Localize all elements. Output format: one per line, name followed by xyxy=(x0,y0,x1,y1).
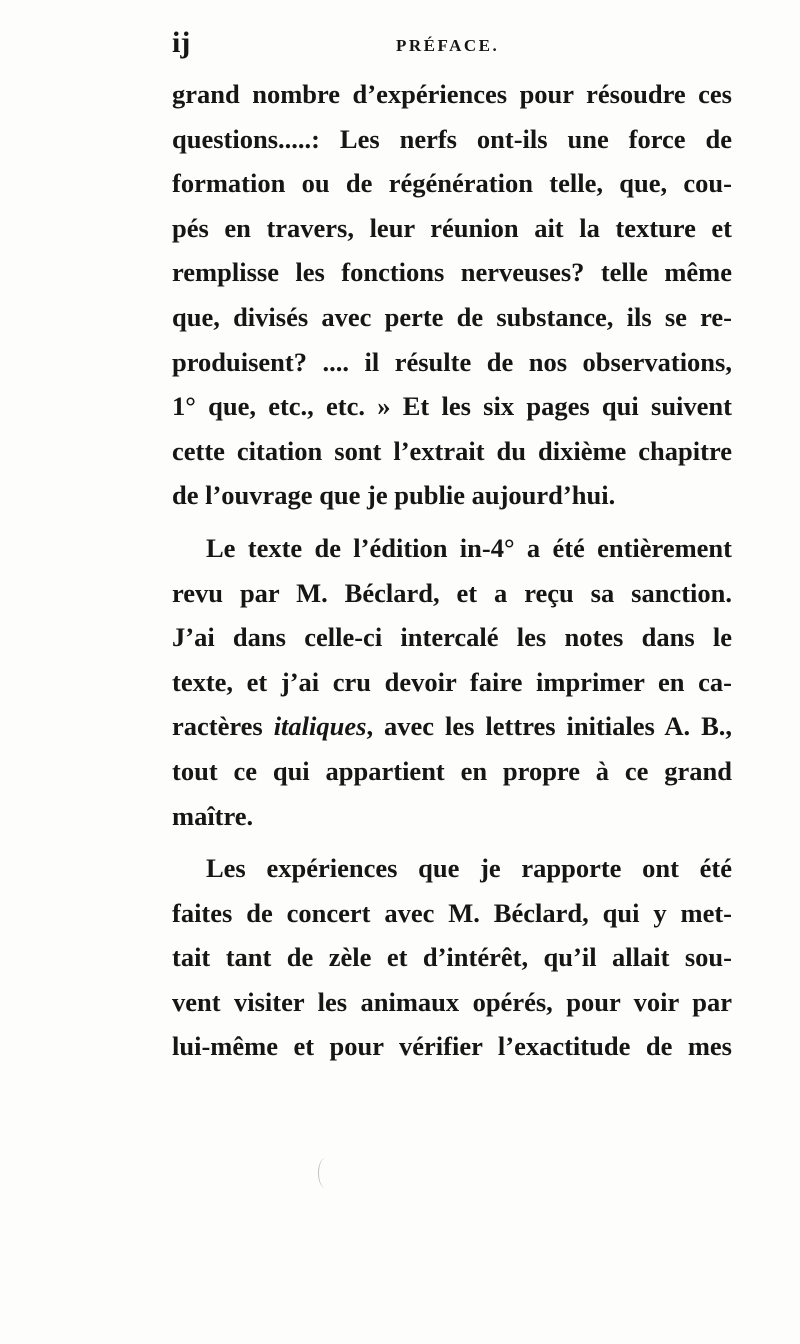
text-line: faites de concert avec M. Béclard, qui y met- xyxy=(172,897,732,928)
text-line: grand nombre d’expériences pour résoudre ces xyxy=(172,79,732,109)
running-title: PRÉFACE. xyxy=(396,36,500,55)
text-line: Le texte de l’édition in-4° a été entièrement xyxy=(206,532,732,563)
running-head xyxy=(172,26,732,62)
text-line: 1° que, etc., etc. » Et les six pages qui suivent xyxy=(172,391,732,422)
text-line: J’ai dans celle-ci intercalé les notes dans le xyxy=(172,622,732,653)
text-line xyxy=(172,704,732,749)
text-line: remplisse les fonctions nerveuses? telle même xyxy=(172,257,732,288)
stray-ink-mark xyxy=(318,1158,333,1188)
text-line: pés en travers, leur réunion ait la texture et xyxy=(172,212,732,243)
italic-word: italiques xyxy=(273,711,367,742)
text-line: produisent? .... il résulte de nos observations, xyxy=(172,346,732,377)
text-line: maître. xyxy=(172,800,254,831)
text-line: revu par M. Béclard, et a reçu sa sanction. xyxy=(172,577,732,608)
text-line: formation ou de régénération telle, que, cou- xyxy=(172,168,732,199)
text-line: tout ce qui appartient en propre à ce grand xyxy=(172,755,732,786)
text-line: vent visiter les animaux opérés, pour voir par xyxy=(172,986,732,1017)
text-line: tait tant de zèle et d’intérêt, qu’il allait sou- xyxy=(172,942,732,973)
text-line: cette citation sont l’extrait du dixième chapitre xyxy=(172,435,732,466)
text-line: texte, et j’ai cru devoir faire imprimer en ca- xyxy=(172,666,732,697)
text-line: que, divisés avec perte de substance, ils se re- xyxy=(172,301,732,332)
body-text xyxy=(172,72,732,1069)
text-fragment: , avec les lettres initiales A. B., xyxy=(366,711,733,742)
page-number: ij xyxy=(172,26,191,59)
text-fragment: ractères xyxy=(172,711,274,742)
text-line: de l’ouvrage que je publie aujourd’hui. xyxy=(172,480,616,511)
text-line: questions.....: Les nerfs ont-ils une force de xyxy=(172,123,732,154)
text-line: Les expériences que je rapporte ont été xyxy=(206,853,732,884)
text-line: lui-même et pour vérifier l’exactitude de mes xyxy=(172,1031,732,1062)
